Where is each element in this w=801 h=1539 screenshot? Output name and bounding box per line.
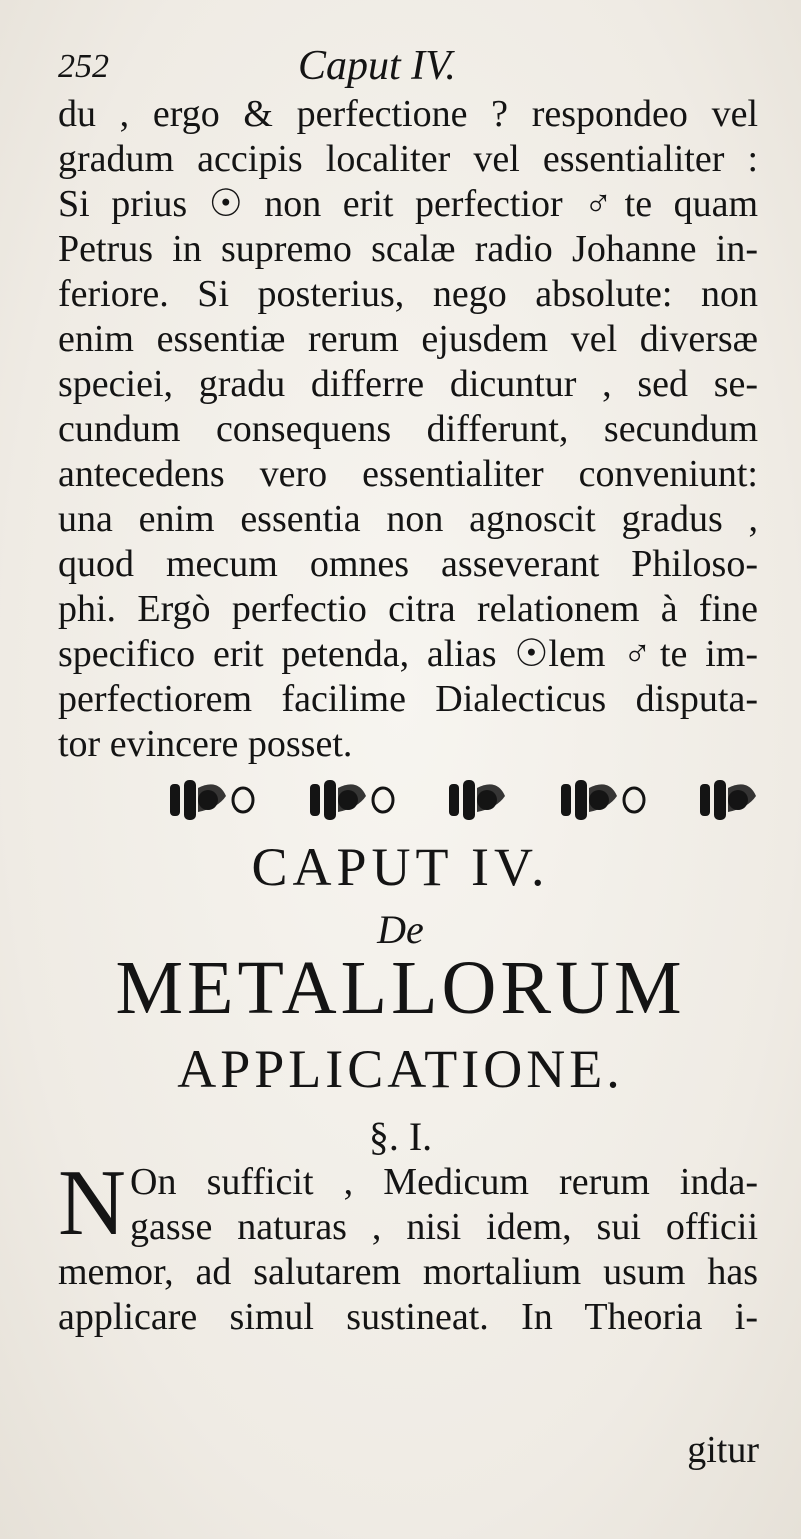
drop-cap: N xyxy=(58,1151,126,1255)
fleuron-icon xyxy=(698,778,758,822)
chapter-subtitle: APPLICATIONE. xyxy=(177,1039,624,1099)
chapter-heading: CAPUT IV. xyxy=(251,837,550,897)
fleuron-icon xyxy=(447,778,507,822)
text-line: specifico erit petenda, alias ☉lem ♂te im- xyxy=(58,633,758,675)
page-header xyxy=(58,42,758,92)
text-line: enim essentiæ rerum ejusdem vel diversæ xyxy=(58,318,758,360)
text-line: feriore. Si posterius, nego absolute: non xyxy=(58,273,758,315)
text-line: speciei, gradu differre dicuntur , sed se- xyxy=(58,363,758,405)
text-line: memor, ad salutarem mortalium usum has xyxy=(58,1251,758,1293)
text-line: antecedens vero essentialiter conveniunt: xyxy=(58,453,758,495)
fleuron-icon xyxy=(559,778,647,822)
opening-paragraph xyxy=(58,1151,758,1340)
chapter-de: De xyxy=(377,907,424,952)
fleuron-band-icon xyxy=(168,775,758,825)
text-line: applicare simul sustineat. In Theoria i- xyxy=(58,1296,758,1338)
text-line: perfectiorem facilime Dialecticus disputa- xyxy=(58,678,758,720)
text-line: On sufficit , Medicum rerum inda- xyxy=(130,1161,758,1203)
fleuron-icon xyxy=(308,778,396,822)
text-line: gasse naturas , nisi idem, sui officii xyxy=(130,1206,758,1248)
catchword: gitur xyxy=(687,1429,759,1471)
text-line: phi. Ergò perfectio citra relationem à fine xyxy=(58,588,758,630)
text-line: quod mecum omnes asseverant Philoso- xyxy=(58,543,758,585)
text-line: du , ergo & perfectione ? respondeo vel xyxy=(58,93,758,135)
running-head: Caput IV. xyxy=(298,43,456,89)
text-line: Petrus in supremo scalæ radio Johanne in- xyxy=(58,228,758,270)
body-text xyxy=(58,92,758,767)
text-line: cundum consequens differunt, secundum xyxy=(58,408,758,450)
text-line: gradum accipis localiter vel essentialiter : xyxy=(58,138,758,180)
fleuron-icon xyxy=(168,778,256,822)
text-line: tor evincere posset. xyxy=(58,723,353,765)
page-number: 252 xyxy=(58,48,109,85)
chapter-title: METALLORUM xyxy=(115,946,686,1030)
text-line: Si prius ☉ non erit perfectior ♂te quam xyxy=(58,183,758,225)
text-line: una enim essentia non agnoscit gradus , xyxy=(58,498,758,540)
section-number: §. I. xyxy=(368,1114,433,1159)
